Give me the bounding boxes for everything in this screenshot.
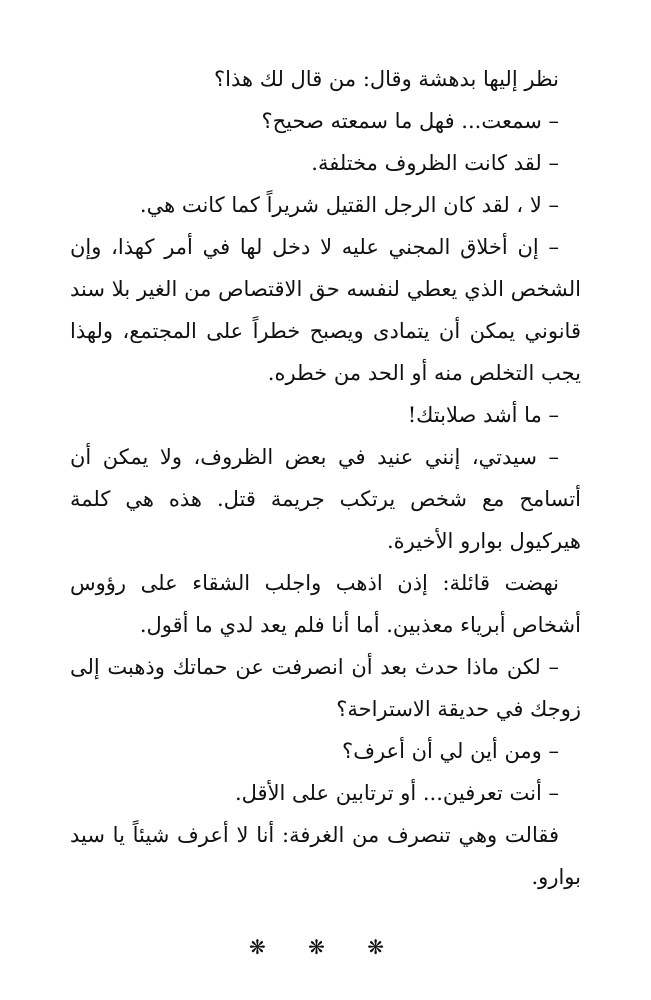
paragraph: – إن أخلاق المجني عليه لا دخل لها في أمر كهذا، وإن الشخص الذي يعطي لنفسه حق الاقتصاص من الغير بلا سند قانوني يمكن أن يتمادى ويصبح خطراً على المجتمع، ولهذا يجب التخلص منه أو الحد من خطره. — [70, 235, 581, 385]
paragraph: – أنت تعرفين... أو ترتابين على الأقل. — [234, 781, 559, 805]
paragraph: فقالت وهي تنصرف من الغرفة: أنا لا أعرف شيئاً يا سيد بوارو. — [70, 823, 581, 889]
paragraph: – سيدتي، إنني عنيد في بعض الظروف، ولا يمكن أن أتسامح مع شخص يرتكب جريمة قتل. هذه هي كلمة هيركيول بوارو الأخيرة. — [70, 445, 581, 553]
paragraph: – سمعت... فهل ما سمعته صحيح؟ — [261, 109, 559, 133]
paragraph: – ومن أين لي أن أعرف؟ — [342, 739, 559, 763]
paragraph: نهضت قائلة: إذن اذهب واجلب الشقاء على رؤوس أشخاص أبرياء معذبين. أما أنا فلم يعد لدي ما أقول. — [70, 571, 581, 637]
section-separator: ❋ ❋ ❋ — [249, 935, 402, 959]
paragraph: – لا ، لقد كان الرجل القتيل شريراً كما كانت هي. — [139, 193, 559, 217]
paragraph: – ما أشد صلابتك! — [407, 403, 559, 427]
paragraph: – لكن ماذا حدث بعد أن انصرفت عن حماتك وذهبت إلى زوجك في حديقة الاستراحة؟ — [70, 655, 581, 721]
paragraph: – لقد كانت الظروف مختلفة. — [311, 151, 559, 175]
book-page-text — [70, 58, 581, 898]
paragraph: نظر إليها بدهشة وقال: من قال لك هذا؟ — [214, 67, 559, 91]
